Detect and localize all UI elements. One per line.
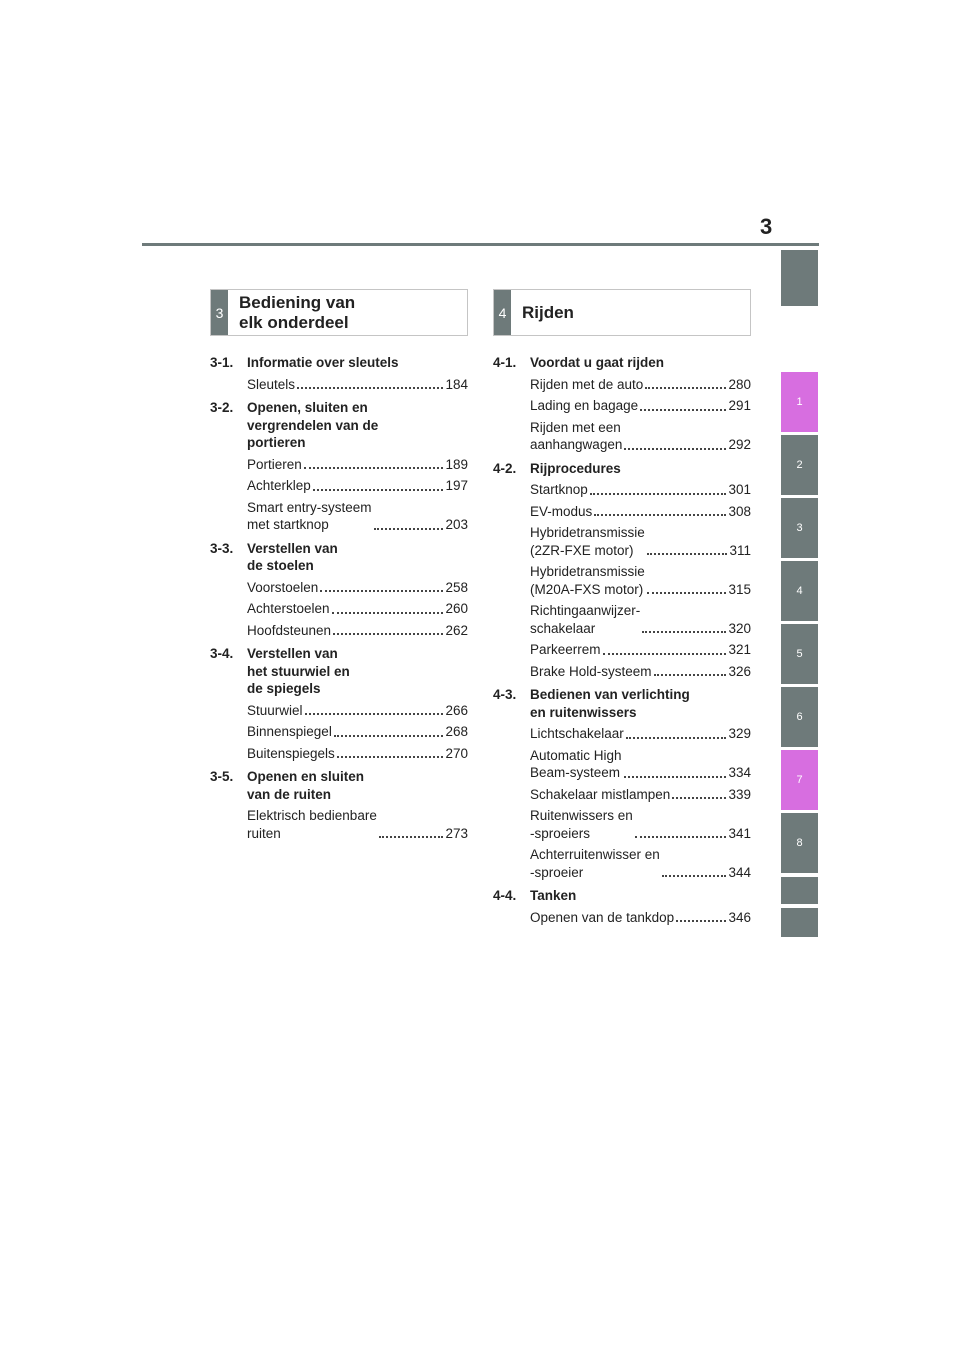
dot-leader: [603, 653, 727, 655]
dot-leader: [662, 875, 727, 877]
dot-leader: [320, 590, 443, 592]
dot-leader: [676, 920, 726, 922]
dot-leader: [647, 592, 727, 594]
toc-group-number: 3-3.: [210, 540, 234, 556]
section-title: Bediening van elk onderdeel: [239, 292, 356, 332]
toc-entry[interactable]: [210, 579, 468, 597]
toc-group: [210, 645, 468, 762]
dot-leader: [332, 612, 444, 614]
toc-entry[interactable]: [210, 702, 468, 720]
toc-entry-label: EV-modus: [530, 503, 593, 519]
toc-entry[interactable]: [493, 419, 751, 454]
dot-leader: [334, 735, 444, 737]
toc-group-heading[interactable]: [210, 540, 468, 575]
toc-group-title: Bedienen van verlichting en ruitenwissers: [530, 687, 690, 720]
toc-entry[interactable]: [493, 663, 751, 681]
toc-group: [210, 768, 468, 842]
toc-entry-page: 326: [728, 663, 751, 679]
toc-entry-label: Hybridetransmissie (M20A-FXS motor): [530, 564, 645, 597]
toc-entry[interactable]: [210, 807, 468, 842]
dot-leader: [337, 756, 444, 758]
toc-entry[interactable]: [210, 600, 468, 618]
toc-entry-page: 339: [728, 786, 751, 802]
dot-leader: [624, 448, 726, 450]
toc-entry-page: 311: [729, 542, 751, 558]
dot-leader: [333, 633, 443, 635]
section-header: [210, 289, 468, 336]
dot-leader: [647, 553, 728, 555]
dot-leader: [313, 489, 444, 491]
toc-group-heading[interactable]: [493, 887, 751, 905]
toc-entry[interactable]: [493, 397, 751, 415]
toc-entry-page: 260: [445, 601, 468, 616]
toc-entry-label: Hoofdsteunen: [247, 622, 332, 638]
toc-group-heading[interactable]: [210, 354, 468, 372]
toc-entry-page: 321: [728, 642, 751, 657]
toc-entry[interactable]: [493, 376, 751, 394]
toc-group-heading[interactable]: [210, 768, 468, 803]
chapter-tab-5[interactable]: 5: [781, 624, 818, 684]
toc-entry-label: Buitenspiegels: [247, 745, 335, 761]
toc-entry-label: Rijden met een aanhangwagen: [530, 419, 623, 452]
toc-entry[interactable]: [493, 602, 751, 637]
toc-group-title: Openen en sluiten van de ruiten: [247, 769, 365, 802]
dot-leader: [590, 493, 727, 495]
toc-group-number: 3-1.: [210, 355, 234, 370]
toc-entry-page: 341: [728, 825, 751, 841]
dot-leader: [304, 467, 444, 469]
dot-leader: [642, 631, 726, 633]
toc-group-number: 3-2.: [210, 400, 234, 415]
toc-entry-label: Achterstoelen: [247, 601, 330, 616]
dot-leader: [297, 387, 443, 389]
toc-entry-label: Sleutels: [247, 376, 296, 392]
dot-leader: [624, 776, 727, 778]
toc-entry-page: 184: [445, 376, 468, 392]
toc-entry-label: Voorstoelen: [247, 579, 319, 595]
toc-entry[interactable]: [493, 786, 751, 804]
toc-entry[interactable]: [493, 563, 751, 598]
toc-entry[interactable]: [210, 723, 468, 741]
toc-entry-page: 344: [728, 864, 751, 880]
toc-entry-page: 301: [728, 482, 751, 497]
toc-entry-label: Smart entry-systeem met startknop: [247, 499, 372, 532]
toc-group-title: Tanken: [530, 888, 577, 903]
dot-leader: [305, 713, 444, 715]
toc-entry[interactable]: [210, 745, 468, 763]
toc-entry-page: 308: [728, 503, 751, 519]
toc-entry-page: 197: [445, 478, 468, 493]
toc-entry-label: Parkeerrem: [530, 642, 601, 657]
toc-entry-page: 315: [728, 581, 751, 597]
toc-entry-label: Schakelaar mistlampen: [530, 786, 671, 802]
page-number: 3: [760, 214, 773, 239]
toc-entry[interactable]: [210, 376, 468, 394]
toc-entry[interactable]: [210, 622, 468, 640]
toc-entry[interactable]: [493, 524, 751, 559]
dot-leader: [645, 387, 726, 389]
toc-entry[interactable]: [210, 477, 468, 495]
toc-entry-label: Achterklep: [247, 478, 311, 493]
dot-leader: [374, 528, 444, 530]
toc-group-title: Openen, sluiten en vergrendelen van de portieren: [247, 400, 379, 450]
toc-entry-label: Portieren: [247, 456, 302, 472]
toc-entry-page: 329: [728, 726, 751, 741]
toc-entry-page: 320: [728, 620, 751, 636]
toc-entry-page: 273: [445, 825, 468, 841]
toc-group-number: 4-2.: [493, 460, 517, 476]
dot-leader: [626, 737, 727, 739]
toc-entry-label: Rijden met de auto: [530, 376, 644, 392]
toc-group-number: 4-1.: [493, 355, 517, 370]
toc-group-number: 3-4.: [210, 646, 234, 661]
toc-entry-label: Lichtschakelaar: [530, 726, 624, 741]
toc-entry-page: 258: [445, 579, 468, 595]
dot-leader: [379, 836, 444, 838]
toc-group-number: 4-3.: [493, 687, 517, 702]
toc-entry[interactable]: [493, 909, 751, 927]
toc-entry-label: Ruitenwissers en -sproeiers: [530, 808, 633, 841]
chapter-tab-7[interactable]: 7: [781, 750, 818, 810]
toc-group: [210, 399, 468, 534]
toc-group-heading[interactable]: [493, 686, 751, 721]
toc-group-title: Voordat u gaat rijden: [530, 355, 665, 370]
dot-leader: [640, 409, 726, 411]
toc-entry-page: 203: [445, 517, 468, 532]
chapter-tab-2[interactable]: 2: [781, 435, 818, 495]
dot-leader: [654, 674, 727, 676]
toc-entry-page: 292: [728, 437, 751, 452]
toc-entry[interactable]: [493, 641, 751, 659]
toc-group-number: 3-5.: [210, 769, 234, 784]
toc-entry-label: Stuurwiel: [247, 702, 303, 718]
toc-entry-label: Openen van de tankdop: [530, 909, 675, 925]
toc-group-title: Verstellen van de stoelen: [247, 540, 338, 573]
toc-group-number: 4-4.: [493, 888, 517, 903]
toc-entry-label: Startknop: [530, 482, 588, 497]
toc-group: [493, 460, 751, 681]
toc-entry-page: 262: [445, 622, 468, 638]
toc-entry[interactable]: [493, 747, 751, 782]
section-title: Rijden: [522, 302, 574, 322]
chapter-tab-4[interactable]: 4: [781, 561, 818, 621]
section-header: [493, 289, 751, 336]
chapter-tab-8[interactable]: 8: [781, 813, 818, 873]
toc-column-left: [210, 289, 468, 848]
section-number: 4: [494, 290, 511, 335]
toc-group: [210, 540, 468, 640]
toc-entry[interactable]: [210, 499, 468, 534]
toc-entry-label: Automatic High Beam-systeem: [530, 747, 622, 780]
toc-entry-page: 270: [445, 745, 468, 761]
dot-leader: [672, 797, 726, 799]
toc-entry-label: Achterruitenwisser en -sproeier: [530, 847, 660, 880]
toc-entry-page: 334: [728, 765, 751, 780]
toc-entry-page: 346: [728, 909, 751, 925]
toc-group-heading[interactable]: [210, 399, 468, 452]
toc-entry-page: 280: [728, 376, 751, 392]
chapter-tab-blank-9[interactable]: [781, 877, 818, 904]
dot-leader: [594, 514, 726, 516]
chapter-tab-blank-10[interactable]: [781, 908, 818, 937]
section-number: 3: [211, 290, 228, 335]
toc-entry[interactable]: [210, 456, 468, 474]
toc-entry[interactable]: [493, 846, 751, 881]
toc-group-title: Rijprocedures: [530, 460, 621, 476]
toc-group: [210, 354, 468, 393]
toc-entry[interactable]: [493, 807, 751, 842]
toc-entry-label: Hybridetransmissie (2ZR-FXE motor): [530, 525, 645, 558]
toc-entry-label: Elektrisch bedienbare ruiten: [247, 808, 377, 841]
toc-entry-page: 291: [728, 398, 751, 413]
chapter-tab-6[interactable]: 6: [781, 687, 818, 747]
toc-group: [493, 887, 751, 926]
toc-group-title: Informatie over sleutels: [247, 355, 399, 370]
toc-group-heading[interactable]: [493, 354, 751, 372]
toc-entry-page: 189: [445, 456, 468, 472]
toc-group-heading[interactable]: [493, 460, 751, 478]
toc-group-title: Verstellen van het stuurwiel en de spiegels: [247, 646, 350, 696]
toc-entry-label: Richtingaanwijzer- schakelaar: [530, 603, 641, 636]
dot-leader: [635, 836, 727, 838]
toc-entry-page: 266: [445, 702, 468, 718]
toc-entry-label: Lading en bagage: [530, 398, 639, 413]
toc-entry-label: Brake Hold-systeem: [530, 663, 652, 679]
toc-entry-page: 268: [445, 724, 468, 739]
chapter-tab-1[interactable]: 1: [781, 372, 818, 432]
toc-group-heading[interactable]: [210, 645, 468, 698]
toc-group: [493, 686, 751, 881]
toc-group: [493, 354, 751, 454]
chapter-tab-blank-0[interactable]: [781, 250, 818, 306]
toc-entry[interactable]: [493, 503, 751, 521]
toc-column-right: [493, 289, 751, 932]
chapter-tab-3[interactable]: 3: [781, 498, 818, 558]
toc-entry[interactable]: [493, 481, 751, 499]
toc-entry[interactable]: [493, 725, 751, 743]
toc-entry-label: Binnenspiegel: [247, 724, 332, 739]
header-rule: [142, 243, 819, 246]
